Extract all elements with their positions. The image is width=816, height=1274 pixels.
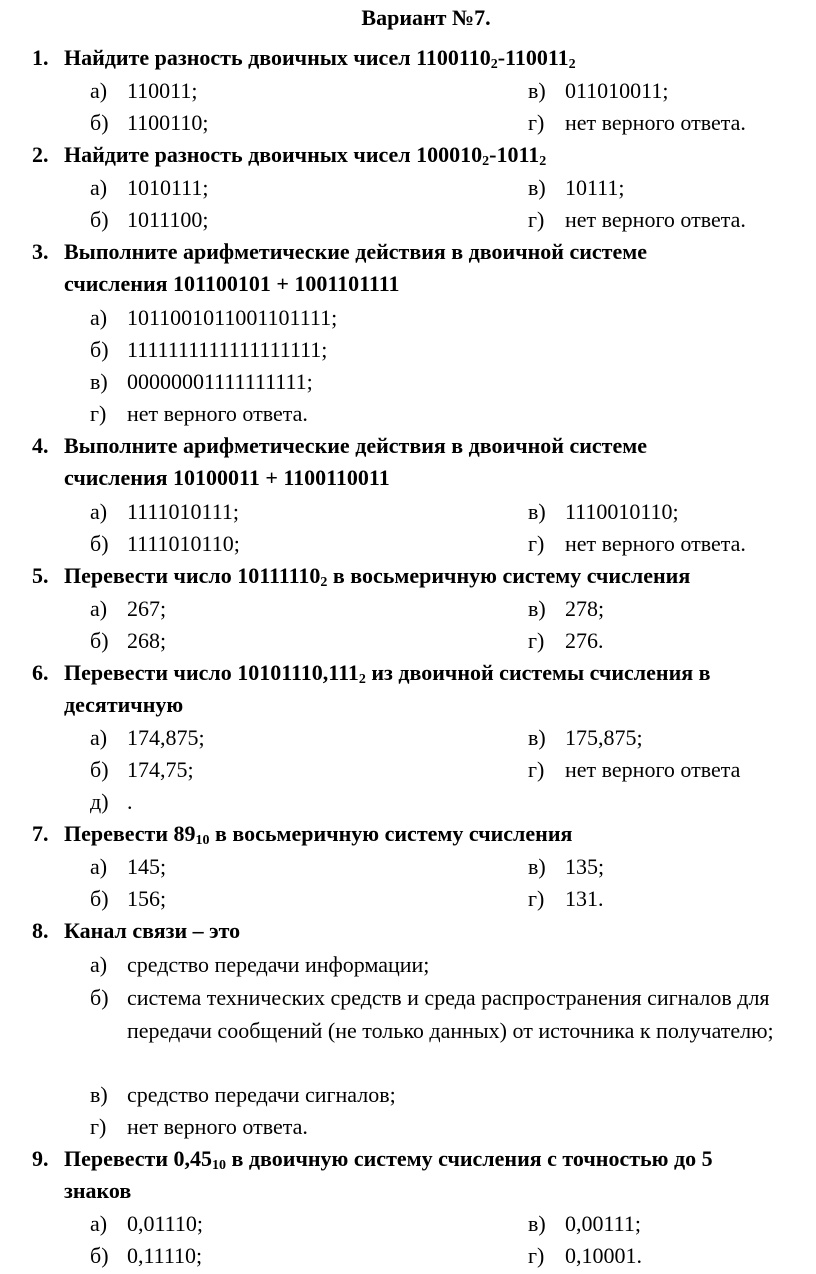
question-9 — [32, 1143, 802, 1207]
question-number: 4. — [32, 433, 49, 458]
answer-option: в) 1110010110; — [528, 499, 679, 524]
answer-option: г) нет верного ответа. — [528, 207, 746, 232]
answer-option: г) нет верного ответа. — [528, 110, 746, 135]
question-text: Перевести число $10101110,111_2$ из двоичной системы счисления в десятичную — [64, 660, 711, 717]
question-8 — [32, 915, 802, 947]
answer-option: в) 011010011; — [528, 78, 669, 103]
answer-option: б) система технических средств и среда распространения сигналов для передачи сообщений (не только данных) от источника к получателю; — [90, 985, 774, 1043]
question-7 — [32, 818, 802, 850]
question-text: Перевести $0,45_{10}$ в двоичную систему счисления с точностью до 5 знаков — [64, 1146, 713, 1203]
answer-option: а) 1111010111; — [90, 499, 240, 524]
question-6 — [32, 657, 802, 721]
variant-title: Вариант №7. — [361, 5, 491, 30]
answer-option: б) 1011100; — [90, 207, 209, 232]
answer-option: а) 110011; — [90, 78, 198, 103]
answer-option: а) 145; — [90, 854, 167, 879]
answer-option: в) 135; — [528, 854, 605, 879]
question-5 — [32, 560, 802, 592]
question-number: 2. — [32, 142, 49, 167]
question-text: Выполните арифметические действия в двоичной системе счисления 101100101 + 1001101111 — [64, 239, 647, 296]
answer-option: б) 0,11110; — [90, 1243, 203, 1268]
question-text: Канал связи – это — [64, 918, 241, 943]
question-number: 6. — [32, 660, 49, 685]
answer-option: а) 1011001011001101111; — [90, 305, 338, 330]
question-3 — [32, 236, 802, 300]
question-text: Выполните арифметические действия в двоичной системе счисления 10100011 + 1100110011 — [64, 433, 647, 490]
question-number: 8. — [32, 918, 49, 943]
answer-option: г) 131. — [528, 886, 604, 911]
answer-option: в) 10111; — [528, 175, 625, 200]
question-number: 3. — [32, 239, 49, 264]
answer-option: б) 156; — [90, 886, 167, 911]
answer-option: б) 1111010110; — [90, 531, 240, 556]
answer-option: д) . — [90, 789, 133, 814]
answer-option: в) средство передачи сигналов; — [90, 1082, 396, 1107]
answer-option: в) 00000001111111111; — [90, 369, 313, 394]
question-text: Перевести $89_{10}$ в восьмеричную систему счисления — [64, 821, 573, 848]
answer-option: а) 0,01110; — [90, 1211, 203, 1236]
answer-option: а) средство передачи информации; — [90, 952, 430, 977]
answer-option: б) 1100110; — [90, 110, 209, 135]
answer-option: г) нет верного ответа. — [90, 401, 308, 426]
question-text: Перевести число $10111110_2$ в восьмеричную систему счисления — [64, 563, 691, 590]
answer-option: г) нет верного ответа — [528, 757, 741, 782]
answer-option: а) 174,875; — [90, 725, 205, 750]
answer-option: б) 174,75; — [90, 757, 194, 782]
question-number: 9. — [32, 1146, 49, 1171]
answer-option: г) нет верного ответа. — [528, 531, 746, 556]
answer-option: г) 276. — [528, 628, 604, 653]
answer-option: в) 175,875; — [528, 725, 643, 750]
question-text: Найдите разность двоичных чисел $100010_2-1011_2$ — [64, 142, 547, 169]
question-2 — [32, 139, 802, 171]
answer-option: г) 0,10001. — [528, 1243, 642, 1268]
answer-option: а) 267; — [90, 596, 167, 621]
answer-option: б) 1111111111111111111; — [90, 337, 328, 362]
question-number: 1. — [32, 45, 49, 70]
answer-option: г) нет верного ответа. — [90, 1114, 308, 1139]
question-4 — [32, 430, 802, 494]
answer-option: в) 278; — [528, 596, 605, 621]
answer-option: а) 1010111; — [90, 175, 209, 200]
question-text: Найдите разность двоичных чисел $1100110_2-110011_2$ — [64, 45, 576, 72]
question-1 — [32, 42, 802, 74]
answer-option: б) 268; — [90, 628, 167, 653]
question-number: 7. — [32, 821, 49, 846]
answer-option: в) 0,00111; — [528, 1211, 641, 1236]
question-number: 5. — [32, 563, 49, 588]
